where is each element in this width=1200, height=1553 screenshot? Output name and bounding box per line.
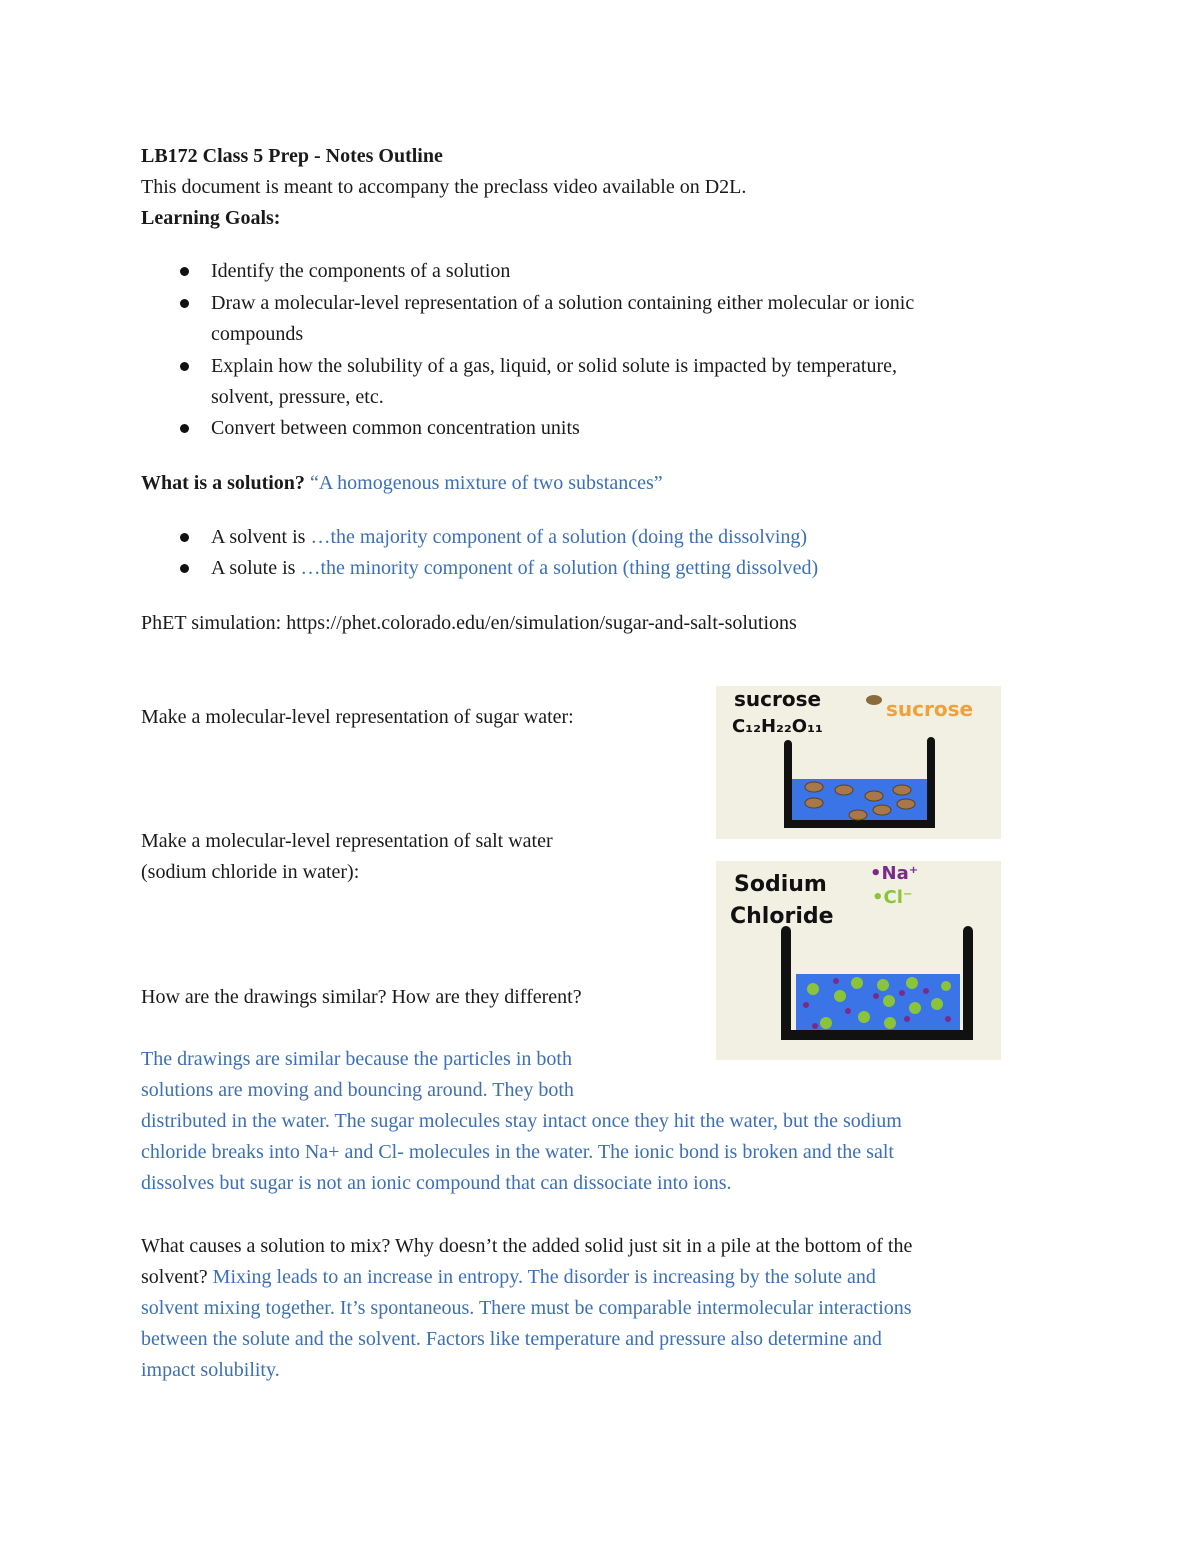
sugar-label-2: C₁₂H₂₂O₁₁: [732, 716, 823, 737]
list-item-continuation: solvent, pressure, etc.: [211, 386, 384, 408]
compare-answer-line: The drawings are similar because the particles in both: [141, 1048, 572, 1070]
salt-label-1: Sodium: [734, 872, 827, 897]
bullet-icon: [180, 362, 189, 371]
mix-question-cont: solvent? Mixing leads to an increase in entropy. The disorder is increasing by the solute and: [141, 1266, 876, 1288]
bullet-icon: [180, 424, 189, 433]
chloride-legend: •Cl⁻: [872, 887, 913, 908]
compare-answer-line: chloride breaks into Na+ and Cl- molecules in the water. The ionic bond is broken and the salt: [141, 1141, 894, 1163]
bullet-icon: [180, 267, 189, 276]
bullet-icon: [180, 533, 189, 542]
salt-label-2: Chloride: [730, 904, 834, 929]
mix-answer-line: impact solubility.: [141, 1359, 280, 1381]
salt-water-drawing: [716, 861, 1001, 1060]
prompt-sugar: Make a molecular-level representation of sugar water:: [141, 706, 574, 728]
mix-answer: Mixing leads to an increase in entropy. The disorder is increasing by the solute and: [207, 1266, 876, 1288]
prompt-compare: How are the drawings similar? How are they different?: [141, 986, 582, 1008]
what-is-solution: [141, 468, 663, 499]
mix-answer-line: between the solute and the solvent. Factors like temperature and pressure also determine and: [141, 1328, 882, 1350]
sugar-water-drawing: [716, 686, 1001, 839]
prompt-salt-1: Make a molecular-level representation of salt water: [141, 830, 553, 852]
list-item: Explain how the solubility of a gas, liquid, or solid solute is impacted by temperature,: [211, 351, 897, 382]
list-item: Identify the components of a solution: [211, 256, 510, 287]
compare-answer-line: solutions are moving and bouncing around. They both: [141, 1079, 574, 1101]
list-item: A solute is …the minority component of a solution (thing getting dissolved): [211, 553, 818, 584]
sucrose-legend-particle: [866, 695, 882, 705]
list-item: A solvent is …the majority component of a solution (doing the dissolving): [211, 522, 807, 553]
sugar-label-1: sucrose: [734, 687, 822, 711]
list-item: Draw a molecular-level representation of a solution containing either molecular or ionic: [211, 288, 914, 319]
mix-answer-line: solvent mixing together. It’s spontaneous. There must be comparable intermolecular interactions: [141, 1297, 912, 1319]
list-item: Convert between common concentration units: [211, 413, 580, 444]
what-is-answer: “A homogenous mixture of two substances”: [309, 472, 663, 494]
salt-beaker-illustration: [716, 861, 1001, 1060]
bullet-icon: [180, 299, 189, 308]
document-title: LB172 Class 5 Prep - Notes Outline: [141, 145, 443, 167]
compare-answer-line: dissolves but sugar is not an ionic compound that can dissociate into ions.: [141, 1172, 732, 1194]
learning-goals-heading: Learning Goals:: [141, 207, 281, 229]
mix-question: What causes a solution to mix? Why doesn’t the added solid just sit in a pile at the bottom of the: [141, 1235, 913, 1257]
prompt-salt-2: (sodium chloride in water):: [141, 861, 360, 883]
what-is-question: What is a solution?: [141, 472, 305, 494]
compare-answer-line: distributed in the water. The sugar molecules stay intact once they hit the water, but the sodium: [141, 1110, 902, 1132]
list-item-continuation: compounds: [211, 323, 304, 345]
sodium-legend: •Na⁺: [870, 863, 919, 884]
phet-link-text: PhET simulation: https://phet.colorado.edu/en/simulation/sugar-and-salt-solutions: [141, 612, 797, 634]
sugar-legend: sucrose: [886, 697, 974, 721]
intro-text: This document is meant to accompany the preclass video available on D2L.: [141, 176, 747, 198]
sugar-beaker-illustration: [716, 686, 1001, 839]
bullet-icon: [180, 564, 189, 573]
